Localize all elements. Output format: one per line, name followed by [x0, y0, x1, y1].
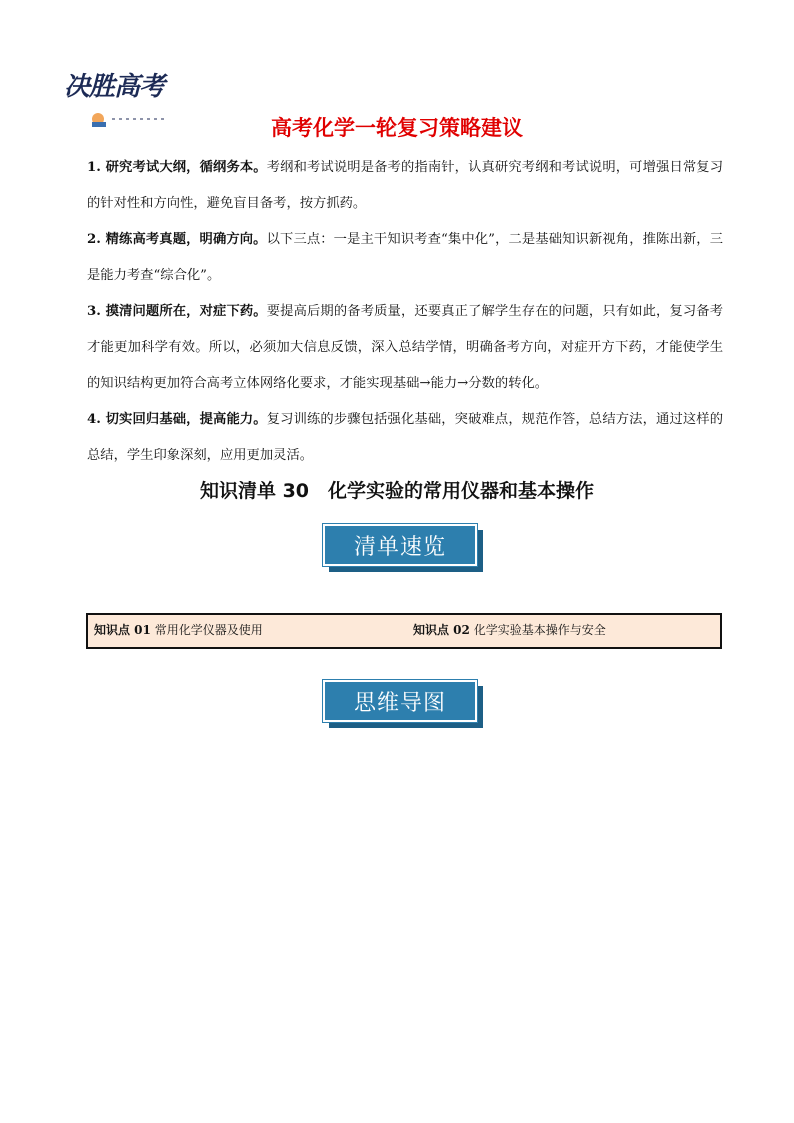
- advice-list: [87, 150, 723, 474]
- advice-lead: 2. 精练高考真题，明确方向。: [87, 232, 267, 247]
- advice-text: 以下三点：一是主干知识考查“集中化”，二是基础知识新视角，推陈出新，三是能力考查“综合化”。: [87, 232, 723, 283]
- advice-text: 复习训练的步骤包括强化基础，突破难点，规范作答，总结方法，通过这样的总结，学生印象深刻，应用更加灵活。: [87, 412, 724, 463]
- knowledge-point-label: 知识点 02: [413, 623, 470, 637]
- advice-item: [87, 150, 723, 222]
- advice-lead: 3. 摸清问题所在，对症下药。: [87, 304, 267, 319]
- knowledge-point-label: 知识点 01: [94, 623, 151, 637]
- knowledge-point-table: [86, 613, 722, 649]
- advice-lead: 4. 切实回归基础，提高能力。: [87, 412, 267, 427]
- overview-tag: [323, 524, 483, 572]
- section-title: 知识清单 30 化学实验的常用仪器和基本操作: [199, 480, 595, 502]
- advice-item: [87, 402, 723, 474]
- knowledge-point-text: 常用化学仪器及使用: [154, 623, 263, 637]
- advice-text: 要提高后期的备考质量，还要真正了解学生存在的问题，只有如此，复习备考才能更加科学有效。所以，必须加大信息反馈，深入总结学情，明确备考方向，对症开方下药，才能使学生的知识结构更加符合高考立体网络化要求，才能实现基础→能力→分数的转化。: [87, 304, 724, 391]
- logo-text: 决胜高考: [64, 72, 165, 102]
- advice-lead: 1. 研究考试大纲，循纲务本。: [87, 160, 267, 175]
- knowledge-point-text: 化学实验基本操作与安全: [473, 623, 606, 637]
- overview-tag-label: 清单速览: [323, 524, 477, 566]
- main-title: 高考化学一轮复习策略建议: [271, 116, 523, 140]
- advice-item: [87, 294, 723, 402]
- advice-item: [87, 222, 723, 294]
- advice-text: 考纲和考试说明是备考的指南针，认真研究考纲和考试说明，可增强日常复习的针对性和方向性，避免盲目备考，按方抓药。: [87, 160, 724, 211]
- knowledge-point-item[interactable]: [94, 621, 263, 638]
- mindmap-tag-label: 思维导图: [323, 680, 477, 722]
- knowledge-point-item[interactable]: [413, 621, 606, 638]
- mindmap-tag: [323, 680, 483, 728]
